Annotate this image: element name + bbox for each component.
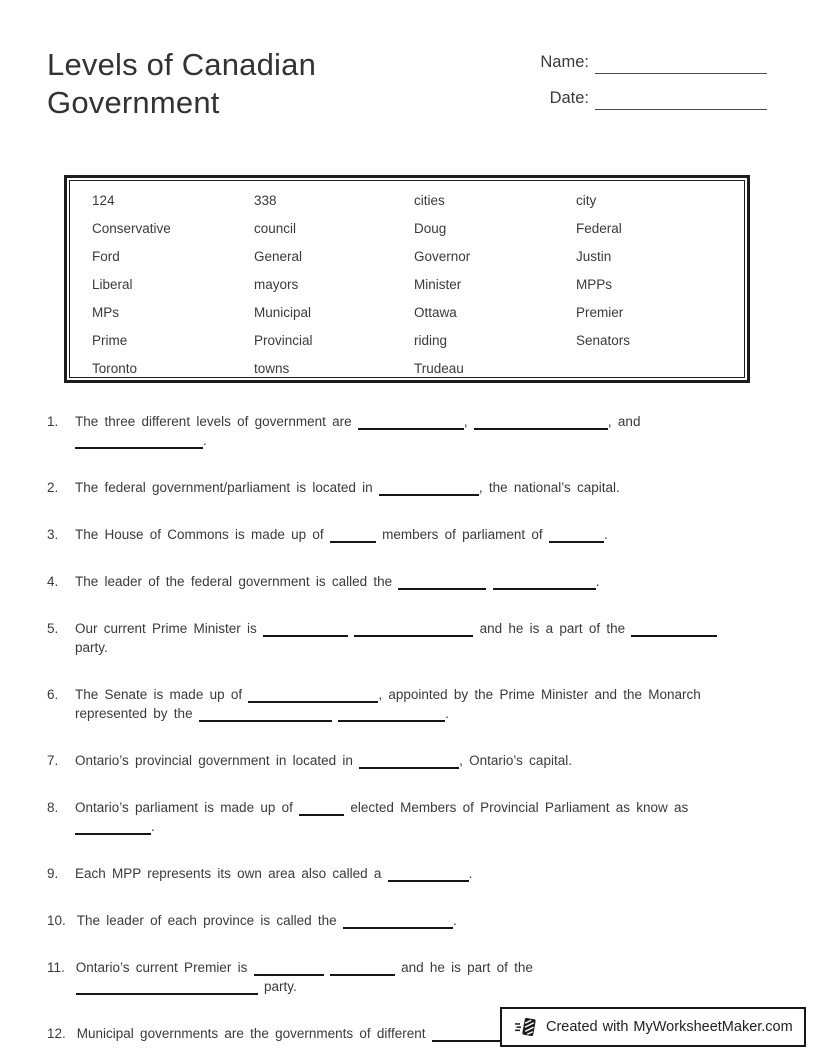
question-number: 8. xyxy=(47,800,59,815)
answer-blank[interactable] xyxy=(199,709,332,722)
question-text-segment: , xyxy=(463,414,474,429)
word-bank-word: Ford xyxy=(92,249,120,264)
word-bank-word: Federal xyxy=(576,221,622,236)
question-text-segment: , Ontario’s capital. xyxy=(459,753,572,768)
name-row xyxy=(527,52,767,72)
question-text-segment: Our current Prime Minister is xyxy=(75,621,264,636)
questions xyxy=(47,412,769,1056)
question-item xyxy=(47,525,769,544)
word-bank-word: towns xyxy=(254,361,290,376)
word-bank-word: council xyxy=(254,221,297,236)
page-title-line1: Levels of Canadian xyxy=(47,47,317,82)
question-number: 3. xyxy=(47,527,59,542)
answer-blank[interactable] xyxy=(248,690,378,703)
question-text-segment: , appointed by the Prime Minister and the Monarch xyxy=(378,687,701,702)
date-input-line[interactable] xyxy=(595,109,767,110)
word-bank-word: MPs xyxy=(92,305,119,320)
answer-blank[interactable] xyxy=(330,963,395,976)
word-bank-word: Trudeau xyxy=(414,361,464,376)
question-text-segment: party. xyxy=(75,640,108,655)
answer-blank[interactable] xyxy=(76,982,258,995)
question-text-segment: . xyxy=(445,706,449,721)
name-date-block xyxy=(527,52,767,124)
word-bank-word: 124 xyxy=(92,193,115,208)
question-number: 7. xyxy=(47,753,59,768)
word-bank-box xyxy=(64,175,750,383)
question-item xyxy=(47,685,769,723)
answer-blank[interactable] xyxy=(354,624,473,637)
worksheet-maker-logo-icon xyxy=(514,1015,538,1039)
question-number: 9. xyxy=(47,866,59,881)
question-text-segment: . xyxy=(603,527,608,542)
question-text xyxy=(75,572,769,591)
word-bank-word: General xyxy=(254,249,303,264)
question-number: 5. xyxy=(47,621,59,636)
question-text xyxy=(76,958,769,996)
question-item xyxy=(47,864,769,883)
question-item xyxy=(47,619,769,657)
question-text-segment: Municipal governments are the governments of different xyxy=(76,1026,432,1041)
question-text-segment: The leader of each province is called the xyxy=(76,913,343,928)
answer-blank[interactable] xyxy=(379,483,479,496)
answer-blank[interactable] xyxy=(263,624,348,637)
question-text-segment: . xyxy=(151,819,155,834)
question-text xyxy=(75,478,769,497)
word-bank-word: Senators xyxy=(576,333,631,348)
credit-text: Created with MyWorksheetMaker.com xyxy=(546,1019,793,1035)
question-text-segment: The House of Commons is made up of xyxy=(75,527,330,542)
question-text-segment: party. xyxy=(257,979,297,994)
date-row xyxy=(527,88,767,108)
word-bank-word: Ottawa xyxy=(414,305,457,320)
question-number: 1. xyxy=(47,414,59,429)
word-bank-word: Municipal xyxy=(254,305,312,320)
word-bank-word: riding xyxy=(414,333,448,348)
question-text xyxy=(75,864,769,883)
question-text-segment: The three different levels of government are xyxy=(75,414,358,429)
question-text-segment: elected Members of Provincial Parliament as know as xyxy=(344,800,689,815)
question-number: 11. xyxy=(47,960,65,975)
answer-blank[interactable] xyxy=(388,869,469,882)
word-bank-word: Provincial xyxy=(254,333,313,348)
question-number: 10. xyxy=(47,913,66,928)
question-item xyxy=(47,751,769,770)
question-number: 2. xyxy=(47,480,59,495)
question-item xyxy=(47,478,769,497)
question-text-segment: , and xyxy=(607,414,641,429)
word-bank-word: Justin xyxy=(576,249,612,264)
answer-blank[interactable] xyxy=(254,963,324,976)
question-text-segment: . xyxy=(468,866,473,881)
answer-blank[interactable] xyxy=(631,624,717,637)
word-bank-word: 338 xyxy=(254,193,277,208)
answer-blank[interactable] xyxy=(75,436,203,449)
answer-blank[interactable] xyxy=(75,822,151,835)
question-text-segment: The leader of the federal government is called the xyxy=(75,574,399,589)
answer-blank[interactable] xyxy=(549,530,604,543)
question-text-segment: The federal government/parliament is located in xyxy=(75,480,379,495)
word-bank-word: Conservative xyxy=(92,221,171,236)
question-item xyxy=(47,572,769,591)
word-bank-grid xyxy=(92,187,738,383)
question-text-segment: and he is a part of the xyxy=(473,621,632,636)
name-input-line[interactable] xyxy=(595,73,767,74)
word-bank-word: Premier xyxy=(576,305,624,320)
question-item xyxy=(47,412,769,450)
word-bank-inner-border xyxy=(69,180,745,378)
word-bank-word: mayors xyxy=(254,277,299,292)
word-bank-word: Liberal xyxy=(92,277,133,292)
word-bank-word: city xyxy=(576,193,597,208)
question-text xyxy=(75,412,769,450)
question-text xyxy=(75,798,769,836)
question-text-segment: Ontario’s current Premier is xyxy=(75,960,254,975)
question-text-segment: , the national’s capital. xyxy=(478,480,620,495)
answer-blank[interactable] xyxy=(493,577,596,590)
name-label: Name: xyxy=(540,53,589,71)
page-title xyxy=(47,46,316,122)
answer-blank[interactable] xyxy=(358,417,464,430)
credit-badge xyxy=(500,1007,806,1047)
question-item xyxy=(47,958,769,996)
question-text-segment: members of parliament of xyxy=(375,527,549,542)
question-text-segment: and he is part of the xyxy=(394,960,533,975)
answer-blank[interactable] xyxy=(398,577,486,590)
word-bank-word: Toronto xyxy=(92,361,138,376)
question-text xyxy=(75,751,769,770)
question-text-segment: Ontario’s provincial government in located in xyxy=(75,753,360,768)
question-text-segment: . xyxy=(595,574,600,589)
page-title-line2: Government xyxy=(47,85,220,120)
question-item xyxy=(47,798,769,836)
word-bank-word: cities xyxy=(414,193,445,208)
question-number: 12. xyxy=(47,1026,66,1041)
word-bank-word: Prime xyxy=(92,333,128,348)
question-text xyxy=(75,525,769,544)
word-bank-word: MPPs xyxy=(576,277,613,292)
question-number: 6. xyxy=(47,687,59,702)
question-text xyxy=(77,911,769,930)
answer-blank[interactable] xyxy=(330,530,376,543)
question-text-segment: . xyxy=(452,913,457,928)
word-bank-word: Governor xyxy=(414,249,471,264)
question-text-segment: The Senate is made up of xyxy=(75,687,249,702)
question-text xyxy=(75,619,769,657)
question-text xyxy=(75,685,769,723)
question-item xyxy=(47,911,769,930)
question-text-segment: . xyxy=(203,433,207,448)
question-text-segment: Each MPP represents its own area also called a xyxy=(75,866,388,881)
question-text-segment: Ontario’s parliament is made up of xyxy=(75,800,300,815)
answer-blank[interactable] xyxy=(474,417,608,430)
answer-blank[interactable] xyxy=(359,756,459,769)
answer-blank[interactable] xyxy=(343,916,453,929)
word-bank-word: Doug xyxy=(414,221,447,236)
question-number: 4. xyxy=(47,574,59,589)
date-label: Date: xyxy=(549,89,589,107)
answer-blank[interactable] xyxy=(338,709,445,722)
word-bank-word: Minister xyxy=(414,277,462,292)
question-text-segment: represented by the xyxy=(75,706,199,721)
answer-blank[interactable] xyxy=(299,803,344,816)
